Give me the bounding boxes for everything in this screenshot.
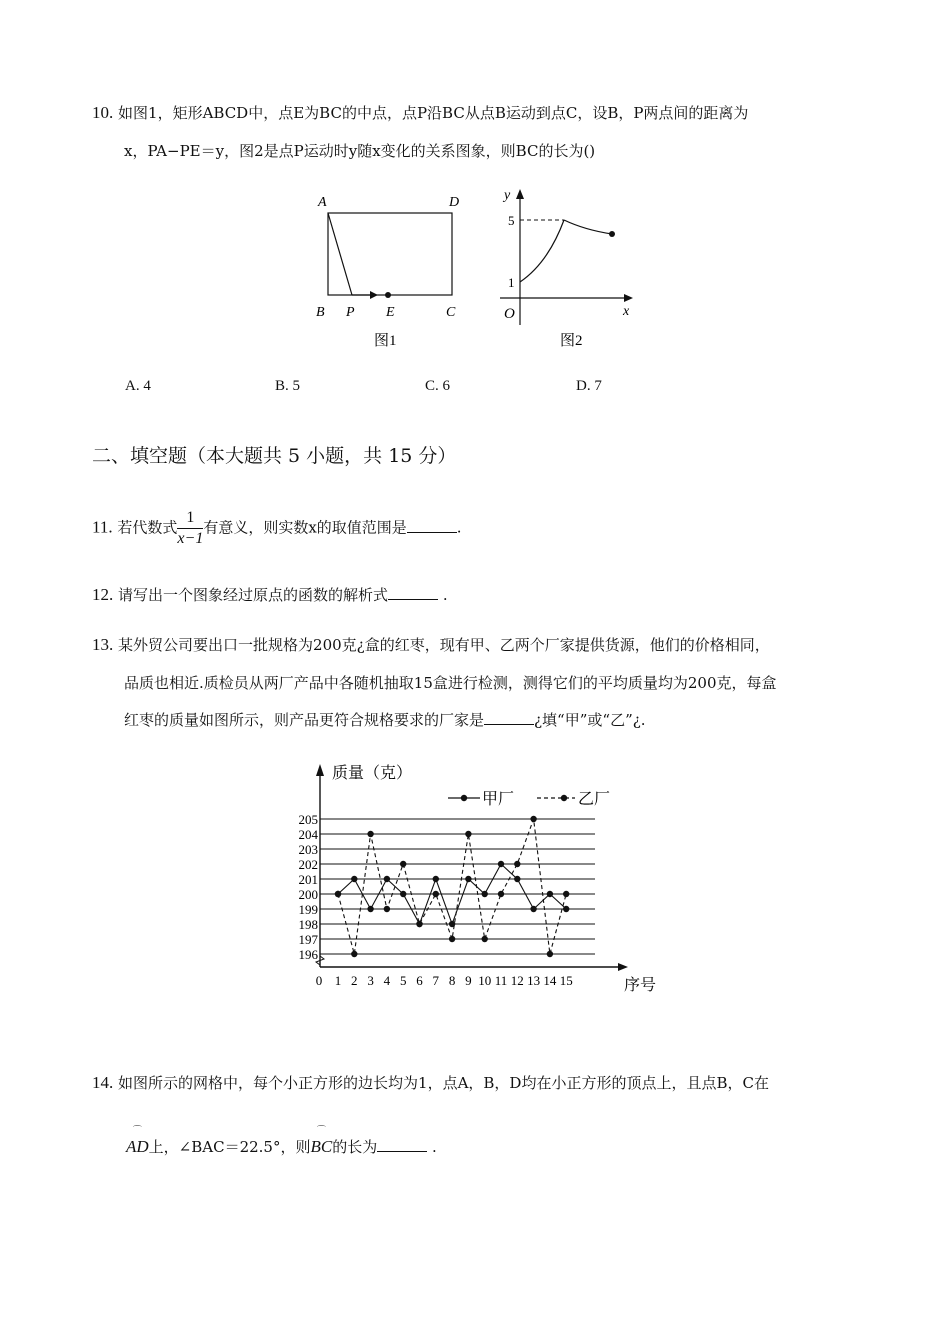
q11-answer-blank[interactable]: [407, 518, 457, 533]
data-point-yi: [514, 861, 520, 867]
q13-text-line1: 某外贸公司要出口一批规格为200克¿盒的红枣，现有甲、乙两个厂家提供货源，他们的价格相同，: [118, 636, 770, 654]
label-p: P: [346, 305, 355, 320]
q12-number: 12.: [92, 585, 114, 604]
q11-post: 有意义，则实数x的取值范围是: [203, 518, 407, 537]
q12: [92, 584, 448, 605]
x-tick-label: 6: [416, 973, 423, 988]
data-point-yi: [465, 831, 471, 837]
x-tick-label: 3: [367, 973, 374, 988]
q10-figure2: [490, 185, 640, 355]
q14-mid: 上，∠BAC＝22.5°，则: [148, 1138, 311, 1156]
x-tick-label: 2: [351, 973, 358, 988]
data-point-jia: [384, 876, 390, 882]
data-point-jia: [514, 876, 520, 882]
q10-figure1: [308, 188, 478, 353]
y-axis-title: 质量（克）: [332, 765, 413, 782]
data-point-yi: [351, 951, 357, 957]
q10-text-line2: x，PA−PE＝y，图2是点P运动时y随x变化的关系图象，则BC的长为(): [124, 142, 596, 160]
arc-ad: ⌒ AD: [126, 1137, 149, 1157]
data-point-yi: [433, 891, 439, 897]
data-point-yi: [367, 831, 373, 837]
data-point-yi: [384, 906, 390, 912]
option-c[interactable]: C. 6: [425, 378, 451, 394]
x-tick-label: 13: [527, 973, 541, 988]
label-o: O: [504, 306, 515, 322]
x-axis-arrow: [624, 294, 633, 302]
data-point-jia: [563, 906, 569, 912]
data-point-jia: [547, 891, 553, 897]
q13-text-line2: 品质也相近.质检员从两厂产品中各随机抽取15盒进行检测，测得它们的平均质量均为200克，每盒: [124, 674, 777, 692]
q11-end: .: [456, 518, 462, 537]
q10-line1: [92, 102, 748, 123]
data-point-yi: [563, 891, 569, 897]
option-b[interactable]: B. 5: [275, 378, 301, 394]
label-b: B: [316, 305, 325, 320]
q14-number: 14.: [92, 1073, 114, 1092]
data-point-yi: [449, 936, 455, 942]
rectangle-abcd: [328, 213, 452, 295]
q11-pre: 若代数式: [117, 518, 178, 537]
curve-fall: [564, 220, 612, 234]
q14-end: .: [432, 1138, 437, 1156]
data-point-yi: [530, 816, 536, 822]
label-c: C: [446, 305, 456, 320]
data-point-jia: [482, 891, 488, 897]
data-point-jia: [351, 876, 357, 882]
legend-label-jia: 甲厂: [482, 791, 515, 808]
section2-title: 二、填空题（本大题共 5 小题，共 15 分）: [92, 445, 457, 467]
q12-text: 请写出一个图象经过原点的函数的解析式: [118, 586, 389, 604]
y-tick-label: 202: [298, 857, 318, 872]
data-point-yi: [547, 951, 553, 957]
x-tick-label: 8: [448, 973, 456, 988]
data-point-yi: [335, 891, 341, 897]
series-line-yi: [338, 819, 566, 954]
segment-pa: [328, 213, 352, 295]
y-tick-label: 197: [298, 932, 318, 947]
q13-line1: [92, 634, 770, 655]
q14-post: 的长为: [332, 1138, 378, 1156]
x-tick-label: 5: [399, 973, 407, 988]
q11-number: 11.: [92, 517, 113, 537]
option-d[interactable]: D. 7: [576, 378, 602, 394]
fig1-caption: 图1: [374, 333, 397, 349]
q14-text-line1: 如图所示的网格中，每个小正方形的边长均为1，点A，B，D均在小正方形的顶点上，且点B，C在: [118, 1074, 769, 1092]
data-point-jia: [400, 891, 406, 897]
q10-text-line1: 如图1，矩形ABCD中，点E为BC的中点，点P沿BC从点B运动到点C，设B，P两点间的距离为: [118, 104, 749, 122]
y-tick-label: 204: [298, 827, 318, 842]
y-tick-label: 200: [298, 887, 318, 902]
q11-frac-num: 1: [177, 508, 203, 529]
label-y: y: [504, 188, 511, 203]
arc-bc: ⌒ BC: [310, 1137, 332, 1157]
y-tick-label: 199: [298, 902, 318, 917]
x-tick-label: 1: [334, 973, 342, 988]
x-tick-label: 10: [478, 973, 492, 988]
x-origin-label: 0: [315, 973, 323, 988]
x-tick-label: 15: [559, 973, 573, 988]
data-point-yi: [416, 921, 422, 927]
data-point-jia: [498, 861, 504, 867]
data-point-jia: [367, 906, 373, 912]
q13-number: 13.: [92, 635, 114, 654]
q13-text-line3-post: ¿填“甲”或“乙”¿.: [534, 711, 646, 729]
x-axis-arrow: [618, 963, 628, 971]
data-point-yi: [498, 891, 504, 897]
q12-end: .: [442, 586, 448, 604]
legend-marker-jia: [461, 795, 467, 801]
q13-text-line3-pre: 红枣的质量如图所示，则产品更符合规格要求的厂家是: [124, 711, 485, 729]
y-axis-arrow: [316, 764, 324, 776]
q12-answer-blank[interactable]: [388, 585, 438, 600]
q14-line2: [126, 1136, 437, 1157]
x-tick-label: 11: [494, 973, 508, 988]
q14-line1: [92, 1072, 769, 1093]
label-d: D: [449, 195, 460, 210]
q11: [92, 508, 462, 549]
x-tick-label: 14: [543, 973, 557, 988]
y-axis-arrow: [516, 189, 524, 199]
q10-number: 10.: [92, 103, 114, 122]
fig2-caption: 图2: [560, 333, 583, 349]
tick-1: 1: [508, 275, 515, 290]
option-a[interactable]: A. 4: [125, 378, 151, 394]
data-point-yi: [482, 936, 488, 942]
y-tick-label: 196: [298, 947, 318, 962]
q11-frac-den: x−1: [177, 530, 204, 547]
label-e: E: [386, 305, 395, 320]
y-tick-label: 201: [298, 872, 318, 887]
q13-line3: [124, 709, 646, 730]
legend-marker-yi: [561, 795, 567, 801]
data-point-jia: [433, 876, 439, 882]
q11-fraction: [177, 508, 203, 549]
data-point-jia: [465, 876, 471, 882]
legend-label-yi: 乙厂: [578, 791, 611, 808]
x-tick-label: 4: [383, 973, 391, 988]
q13-chart: [280, 752, 670, 1002]
tick-5: 5: [508, 213, 515, 228]
point-e: [385, 292, 391, 298]
x-tick-label: 7: [432, 973, 440, 988]
q14-answer-blank[interactable]: [377, 1137, 427, 1152]
arrow-head: [370, 291, 378, 299]
y-tick-label: 198: [298, 917, 318, 932]
q13-answer-blank[interactable]: [484, 710, 534, 725]
label-a: A: [318, 195, 327, 210]
x-axis-title: 序号: [624, 977, 657, 994]
data-point-yi: [400, 861, 406, 867]
end-point: [609, 231, 615, 237]
x-tick-label: 9: [465, 973, 472, 988]
x-tick-label: 12: [510, 973, 524, 988]
y-tick-label: 205: [298, 812, 318, 827]
y-tick-label: 203: [298, 842, 318, 857]
curve-rise: [520, 220, 564, 282]
label-x: x: [623, 304, 630, 319]
data-point-jia: [530, 906, 536, 912]
